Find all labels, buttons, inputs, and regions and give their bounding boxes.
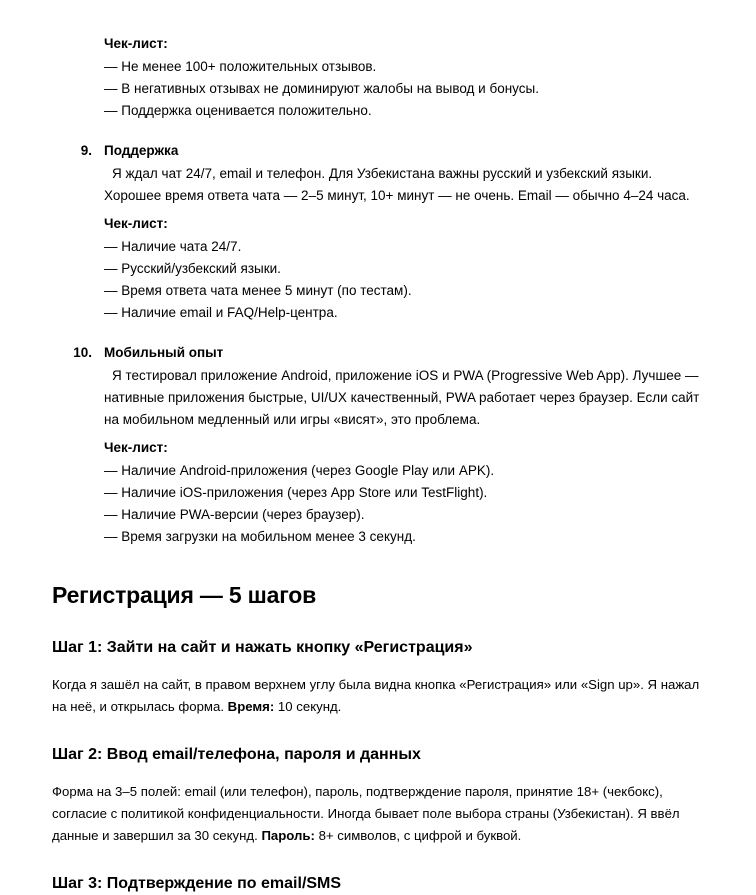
checklist-item: — Наличие email и FAQ/Help-центра.	[104, 304, 338, 320]
item-checklist	[104, 438, 704, 547]
numbered-item-10	[52, 343, 704, 548]
step-1-label: Время:	[227, 699, 275, 715]
step-2-text-post: 8+ символов, с цифрой и буквой.	[314, 828, 522, 844]
numbered-item-9	[52, 141, 704, 324]
checklist-item: — Наличие PWA-версии (через браузер).	[104, 506, 365, 522]
step-1-paragraph	[52, 674, 704, 718]
checklist-item: — Не менее 100+ положительных отзывов.	[104, 58, 377, 74]
item-body: Я ждал чат 24/7, email и телефон. Для Узбекистана важны русский и узбекский языки. Хорошее время ответа чата — 2–5 минут, 10+ минут — не очень. Email — обычно 4–24 часа.	[104, 166, 690, 204]
step-1-text-post: 10 секунд.	[274, 699, 342, 715]
item-heading: Мобильный опыт	[104, 344, 224, 360]
top-checklist-block	[52, 34, 704, 122]
step-1-title: Шаг 1: Зайти на сайт и нажать кнопку «Регистрация»	[52, 639, 473, 657]
step-2-paragraph	[52, 781, 704, 848]
checklist-item: — Наличие iOS-приложения (через App Store или TestFlight).	[104, 484, 488, 500]
checklist-item: — В негативных отзывах не доминируют жалобы на вывод и бонусы.	[104, 80, 539, 96]
step-2-text-pre: Форма на 3–5 полей: email (или телефон), пароль, подтверждение пароля, принятие 18+ (чекбокс), согласие с политикой конфиденциальности. Иногда бывает поле выбора страны (Узбекистан). Я ввёл данные и завершил за 30 секунд.	[52, 783, 680, 844]
checklist-title: Чек-лист:	[104, 36, 168, 51]
step-3-title: Шаг 3: Подтверждение по email/SMS	[52, 875, 342, 893]
step-2-label: Пароль:	[261, 828, 315, 844]
item-checklist	[104, 214, 704, 323]
checklist-title: Чек-лист:	[104, 216, 168, 232]
checklist-item: — Наличие чата 24/7.	[104, 239, 242, 255]
checklist-item: — Поддержка оценивается положительно.	[104, 102, 372, 118]
item-heading: Поддержка	[104, 142, 179, 158]
list-number: 10.	[73, 344, 92, 360]
checklist-title: Чек-лист:	[104, 440, 168, 455]
checklist-item: — Русский/узбекский языки.	[104, 260, 281, 276]
checklist-item: — Наличие Android-приложения (через Google Play или APK).	[104, 462, 495, 478]
checklist-item: — Время ответа чата менее 5 минут (по тестам).	[104, 282, 412, 298]
step-1-text-pre: Когда я зашёл на сайт, в правом верхнем углу была видна кнопка «Регистрация» или «Sign up». Я нажал на неё, и открылась форма.	[52, 676, 700, 715]
page-title: Регистрация — 5 шагов	[52, 582, 317, 609]
step-2-title: Шаг 2: Ввод email/телефона, пароля и данных	[52, 746, 421, 764]
checklist-item: — Время загрузки на мобильном менее 3 секунд.	[104, 528, 416, 544]
item-body: Я тестировал приложение Android, приложение iOS и PWA (Progressive Web App). Лучшее — нативные приложения быстрые, UI/UX качественный, PWA работает через браузер. Если сайт на мобильном медленный или игры «висят», это проблема.	[104, 368, 700, 428]
list-number: 9.	[80, 142, 92, 158]
